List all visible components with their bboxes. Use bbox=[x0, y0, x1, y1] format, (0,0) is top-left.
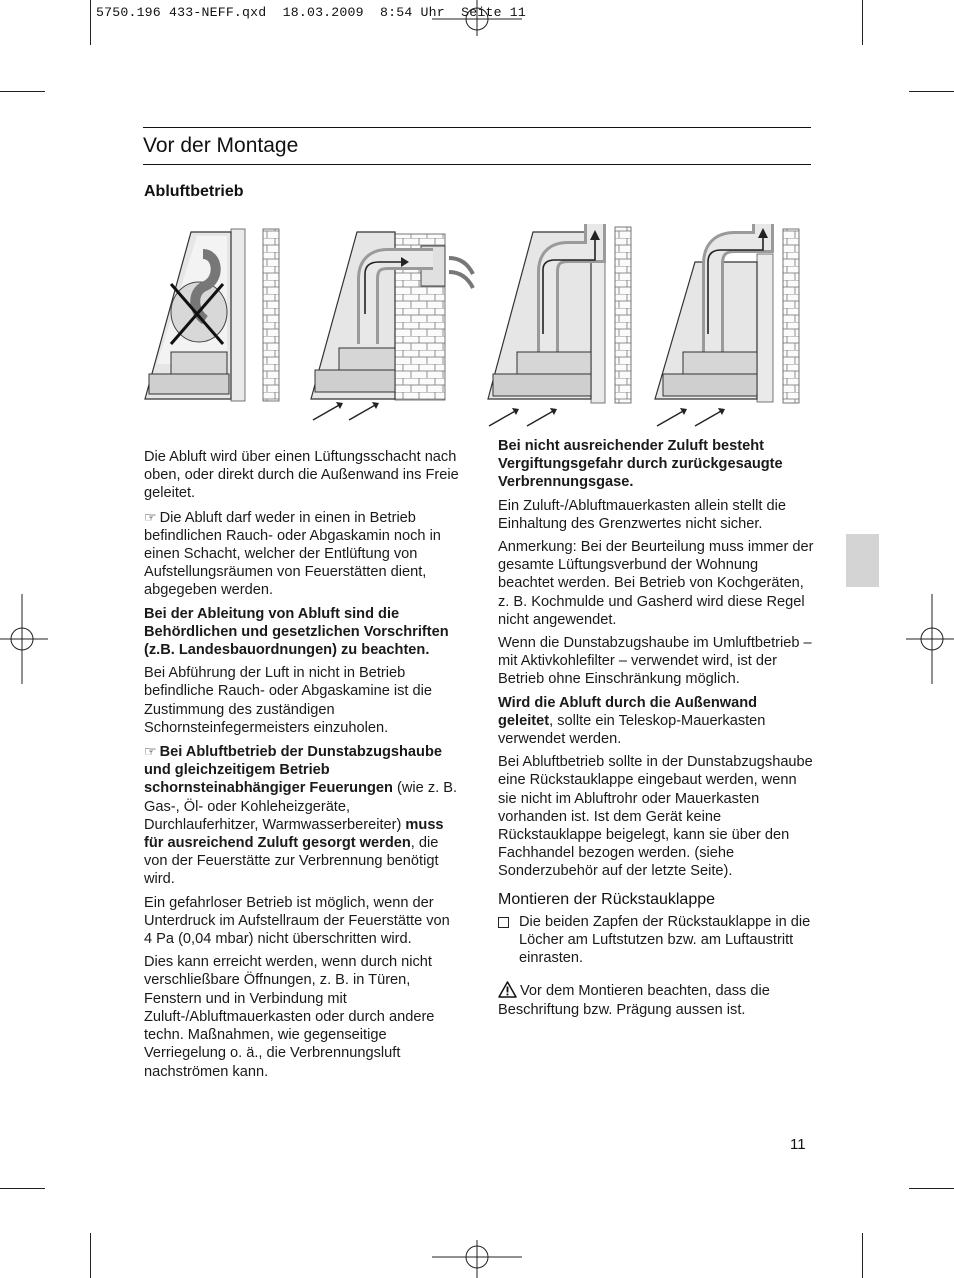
right-column bbox=[498, 437, 816, 1024]
warning-triangle-icon bbox=[498, 981, 517, 998]
page-title: Vor der Montage bbox=[143, 134, 299, 157]
page-number: 11 bbox=[790, 1136, 806, 1153]
section-tab-marker bbox=[846, 534, 879, 587]
crop-mark bbox=[862, 0, 863, 45]
left-column bbox=[144, 448, 459, 1086]
paragraph: ☞ Die Abluft darf weder in einen in Betrieb befindlichen Rauch- oder Abgaskamin noch in einen Schacht, welcher der Entlüftung von Aufstellungsräumen von Feuerstätten dient, abgegeben werden. bbox=[144, 508, 441, 599]
illustration-panel-3 bbox=[488, 224, 631, 426]
pointing-hand-icon: ☞ bbox=[144, 508, 157, 525]
illustration-panel-4 bbox=[655, 224, 799, 426]
registration-mark-icon bbox=[432, 1240, 522, 1278]
paragraph: Ein Zuluft-/Abluftmauerkasten allein stellt die Einhaltung des Grenzwertes nicht sicher. bbox=[498, 497, 786, 532]
illustration-panel-2 bbox=[311, 232, 473, 420]
crop-mark bbox=[90, 0, 91, 45]
title-bar bbox=[143, 127, 811, 165]
print-header: 5750.196 433-NEFF.qxd 18.03.2009 8:54 Uhr Seite 11 bbox=[96, 5, 527, 20]
crop-mark bbox=[909, 1188, 954, 1189]
list-item: Die beiden Zapfen der Rückstauklappe in die Löcher am Luftstutzen bzw. am Luftaustritt einrasten. bbox=[498, 913, 816, 968]
subheading: Montieren der Rückstauklappe bbox=[498, 890, 716, 908]
paragraph: Anmerkung: Bei der Beurteilung muss immer der gesamte Lüftungsverbund der Wohnung beachtet werden. Bei Betrieb von Kochgeräten, z. B. Kochmulde und Gasherd wird diese Regel nicht angewendet. bbox=[498, 539, 814, 628]
illustration-panel-1 bbox=[145, 229, 279, 401]
section-heading: Abluftbetrieb bbox=[144, 183, 244, 200]
paragraph: Ein gefahrloser Betrieb ist möglich, wenn der Unterdruck im Aufstellraum der Feuerstätte von 4 Pa (0,04 mbar) nicht überschritten wird. bbox=[144, 894, 450, 948]
crop-mark bbox=[0, 91, 45, 92]
crop-mark bbox=[0, 1188, 45, 1189]
registration-mark-icon bbox=[0, 594, 48, 684]
checkbox-icon bbox=[498, 917, 509, 928]
exhaust-air-illustration bbox=[143, 224, 813, 436]
paragraph: Wenn die Dunstabzugshaube im Umluftbetrieb – mit Aktivkohlefilter – verwendet wird, ist der Betrieb ohne Einschränkung möglich. bbox=[498, 635, 812, 688]
pointing-hand-icon: ☞ bbox=[144, 743, 157, 760]
paragraph: Bei Abluftbetrieb sollte in der Dunstabzugshaube eine Rückstauklappe eingebaut werden, wenn sie nicht im Abluftrohr oder Mauerkasten vorhanden ist. Ist dem Gerät keine Rückstauklappe beigelegt, kann sie über den Fachhandel bezogen werden. (siehe Sonderzubehör auf der letzte Seite). bbox=[498, 754, 813, 880]
paragraph: Bei Abführung der Luft in nicht in Betrieb befindliche Rauch- oder Abgaskamine ist die Zustimmung des zuständigen Schornsteinfegermeisters einzuholen. bbox=[144, 665, 432, 736]
paragraph: Bei nicht ausreichender Zuluft besteht Vergiftungsgefahr durch zurückgesaugte Verbrennungsgase. bbox=[498, 438, 783, 491]
paragraph: ☞ Bei Abluftbetrieb der Dunstabzugshaube und gleichzeitigem Betrieb schornsteinabhängiger Feuerungen (wie z. B. Gas-, Öl- oder Kohleheizgeräte, Durchlauferhitzer, Warmwasserbereiter) muss für ausreichend Zuluft gesorgt werden, die von der Feuerstätte zur Verbrennung benötigt wird. bbox=[144, 743, 458, 888]
crop-mark bbox=[90, 1233, 91, 1278]
crop-mark bbox=[862, 1233, 863, 1278]
paragraph: Wird die Abluft durch die Außenwand geleitet, sollte ein Teleskop-Mauerkasten verwendet werden. bbox=[498, 694, 766, 748]
registration-mark-icon bbox=[906, 594, 954, 684]
crop-mark bbox=[909, 91, 954, 92]
paragraph: Die Abluft wird über einen Lüftungsschacht nach oben, oder direkt durch die Außenwand ins Freie geleitet. bbox=[144, 449, 459, 502]
paragraph: Dies kann erreicht werden, wenn durch nicht verschließbare Öffnungen, z. B. in Türen, Fenstern und in Verbindung mit Zuluft-/Abluftmauerkasten oder durch andere techn. Maßnahmen, wie gegenseitige Verriegelung o. ä., die Verbrennungsluft nachströmen kann. bbox=[144, 954, 435, 1080]
paragraph: Bei der Ableitung von Abluft sind die Behördlichen und gesetzlichen Vorschriften (z.B. Landesbauordnungen) zu beachten. bbox=[144, 605, 449, 659]
registration-mark-icon bbox=[432, 0, 522, 36]
warning-paragraph: Vor dem Montieren beachten, dass die Beschriftung bzw. Prägung aussen ist. bbox=[498, 983, 770, 1018]
